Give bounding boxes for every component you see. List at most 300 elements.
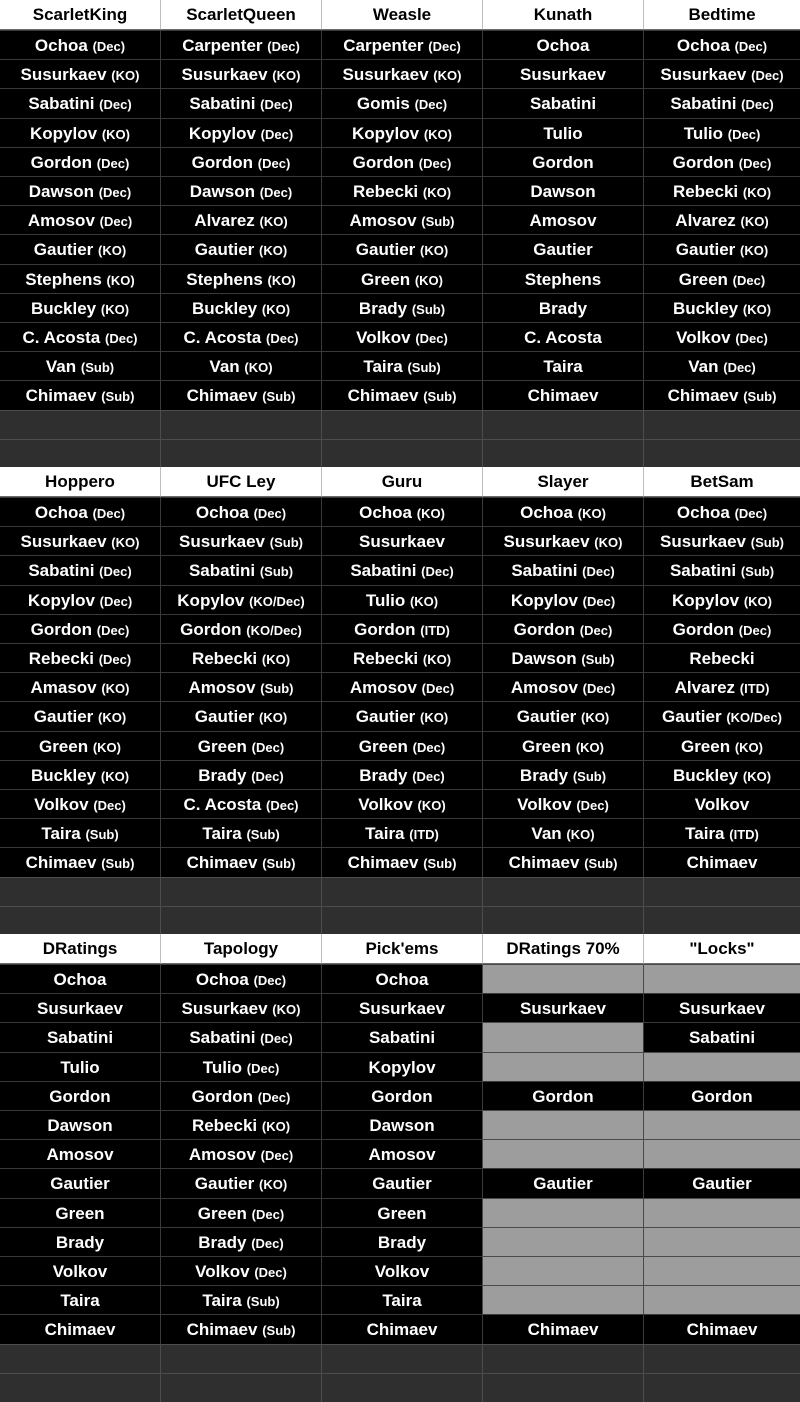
pick-cell bbox=[160, 1256, 321, 1285]
pick-cell bbox=[160, 1285, 321, 1314]
method-label: (Sub) bbox=[421, 214, 455, 230]
pick-cell bbox=[321, 818, 482, 847]
pick-row bbox=[0, 1168, 800, 1197]
fighter-name: Sabatini bbox=[189, 94, 256, 114]
method-label: (Sub) bbox=[423, 856, 457, 872]
pick-cell bbox=[160, 789, 321, 818]
pick-cell bbox=[643, 176, 800, 205]
fighter-name: Alvarez bbox=[675, 211, 736, 231]
method-label: (Dec) bbox=[99, 214, 133, 230]
pick-row bbox=[0, 555, 800, 584]
pick-cell bbox=[321, 672, 482, 701]
fighter-name: Gautier bbox=[355, 240, 416, 260]
blank-cell bbox=[0, 906, 160, 935]
fighter-name: Green bbox=[38, 736, 89, 756]
fighter-name: Gautier bbox=[33, 240, 94, 260]
pick-cell bbox=[160, 205, 321, 234]
empty-cell bbox=[643, 1110, 800, 1139]
method-label: (Dec) bbox=[421, 681, 455, 697]
method-label: (Sub) bbox=[262, 389, 296, 405]
fighter-name: Ochoa bbox=[34, 503, 88, 522]
fighter-name: Buckley bbox=[191, 298, 258, 318]
fighter-name: Sabatini bbox=[28, 561, 95, 581]
fighter-name: Chimaev bbox=[667, 386, 739, 406]
fighter-name: C. Acosta bbox=[183, 795, 262, 814]
blank-cell bbox=[321, 1344, 482, 1373]
pick-cell bbox=[0, 526, 160, 555]
header-row bbox=[0, 0, 800, 30]
blank-cell bbox=[643, 410, 800, 439]
fighter-name: Rebecki bbox=[28, 649, 94, 668]
blank-cell bbox=[160, 410, 321, 439]
pick-cell bbox=[482, 234, 643, 263]
blank-cell bbox=[0, 877, 160, 906]
pick-cell bbox=[321, 1285, 482, 1314]
pick-cell bbox=[321, 847, 482, 876]
method-label: (Dec) bbox=[727, 126, 761, 142]
pick-row bbox=[0, 380, 800, 409]
fighter-name: Chimaev bbox=[186, 1320, 258, 1340]
method-label: (Dec) bbox=[257, 1089, 291, 1105]
blank-row bbox=[0, 439, 800, 468]
fighter-name: Sabatini bbox=[188, 561, 256, 581]
method-label: (Dec) bbox=[99, 593, 133, 609]
fighter-name: Ochoa bbox=[375, 970, 429, 989]
fighter-name: Gautier bbox=[33, 707, 94, 727]
empty-cell bbox=[643, 1052, 800, 1081]
fighter-name: Susurkaev bbox=[20, 65, 107, 85]
fighter-name: Brady bbox=[358, 298, 408, 318]
pick-cell bbox=[643, 1168, 800, 1197]
pick-row bbox=[0, 88, 800, 117]
pick-row bbox=[0, 205, 800, 234]
empty-cell bbox=[482, 1227, 643, 1256]
fighter-name: Sabatini bbox=[529, 94, 597, 114]
pick-cell bbox=[482, 672, 643, 701]
pick-cell bbox=[160, 1168, 321, 1197]
blank-cell bbox=[643, 439, 800, 468]
pick-cell bbox=[0, 1198, 160, 1227]
fighter-name: Ochoa bbox=[676, 503, 730, 522]
blank-cell bbox=[0, 1344, 160, 1373]
method-label: (Dec) bbox=[254, 1265, 287, 1280]
method-label: (Sub) bbox=[246, 1294, 280, 1310]
fighter-name: Alvarez bbox=[194, 211, 255, 231]
method-label: (Dec) bbox=[582, 681, 616, 697]
fighter-name: Amasov bbox=[30, 678, 97, 698]
blank-cell bbox=[643, 906, 800, 935]
pick-cell bbox=[482, 118, 643, 147]
pick-cell bbox=[482, 993, 643, 1022]
method-label: (KO) bbox=[414, 272, 444, 288]
pick-cell bbox=[643, 643, 800, 672]
method-label: (Dec) bbox=[98, 652, 132, 667]
pick-cell bbox=[321, 1022, 482, 1051]
pick-row bbox=[0, 1022, 800, 1051]
pick-cell bbox=[0, 1110, 160, 1139]
method-label: (KO) bbox=[409, 593, 439, 609]
method-label: (Dec) bbox=[251, 1206, 285, 1222]
pick-cell bbox=[321, 731, 482, 760]
pick-cell bbox=[643, 1022, 800, 1051]
blank-cell bbox=[321, 906, 482, 935]
pick-cell bbox=[160, 614, 321, 643]
fighter-name: Amosov bbox=[349, 678, 417, 698]
pick-cell bbox=[482, 147, 643, 176]
pick-cell bbox=[643, 818, 800, 847]
fighter-name: Amosov bbox=[368, 1145, 436, 1165]
fighter-name: Sabatini bbox=[688, 1028, 756, 1048]
pick-cell bbox=[0, 789, 160, 818]
fighter-name: Susurkaev bbox=[359, 532, 445, 552]
pick-cell bbox=[643, 847, 800, 876]
fighter-name: Green bbox=[678, 269, 728, 289]
fighter-name: Kopylov bbox=[352, 123, 420, 143]
method-label: (Sub) bbox=[85, 827, 119, 843]
pick-cell bbox=[482, 585, 643, 614]
empty-cell bbox=[482, 1139, 643, 1168]
column-header: DRatings 70% bbox=[482, 934, 643, 964]
pick-cell bbox=[160, 380, 321, 409]
method-label: (KO) bbox=[740, 243, 769, 259]
method-label: (Dec) bbox=[421, 564, 454, 580]
method-label: (KO) bbox=[98, 243, 127, 259]
fighter-name: Carpenter bbox=[182, 36, 263, 55]
pick-cell bbox=[160, 964, 321, 993]
pick-row bbox=[0, 176, 800, 205]
fighter-name: Susurkaev bbox=[503, 532, 590, 552]
method-label: (Dec) bbox=[99, 564, 132, 580]
fighter-name: Brady bbox=[377, 1232, 427, 1252]
empty-cell bbox=[482, 1022, 643, 1051]
fighter-name: Taira bbox=[60, 1291, 100, 1311]
method-label: (Sub) bbox=[80, 360, 115, 376]
method-label: (KO) bbox=[743, 593, 772, 609]
method-label: (Dec) bbox=[428, 39, 461, 54]
pick-cell bbox=[160, 1198, 321, 1227]
pick-cell bbox=[321, 118, 482, 147]
method-label: (Sub) bbox=[423, 389, 457, 405]
fighter-name: Ochoa bbox=[520, 503, 573, 522]
pick-cell bbox=[482, 701, 643, 730]
fighter-name: Taira bbox=[202, 824, 242, 844]
method-label: (KO) bbox=[734, 739, 764, 755]
method-label: (Sub) bbox=[743, 389, 777, 405]
method-label: (Dec) bbox=[414, 97, 448, 113]
pick-cell bbox=[321, 701, 482, 730]
fighter-name: Chimaev bbox=[347, 386, 419, 406]
pick-cell bbox=[160, 497, 321, 526]
fighter-name: Gordon bbox=[30, 619, 93, 639]
pick-cell bbox=[160, 643, 321, 672]
empty-cell bbox=[643, 1139, 800, 1168]
method-label: (Sub) bbox=[262, 1323, 296, 1339]
pick-cell bbox=[0, 59, 160, 88]
pick-cell bbox=[643, 497, 800, 526]
pick-cell bbox=[321, 351, 482, 380]
fighter-name: Susurkaev bbox=[520, 999, 606, 1019]
fighter-name: Rebecki bbox=[672, 182, 739, 201]
fighter-name: Green bbox=[377, 1203, 427, 1223]
method-label: (Dec) bbox=[251, 768, 284, 784]
method-label: (KO) bbox=[98, 710, 127, 726]
method-label: (Dec) bbox=[576, 798, 609, 813]
pick-cell bbox=[321, 176, 482, 205]
pick-cell bbox=[160, 234, 321, 263]
fighter-name: Amosov bbox=[349, 211, 417, 231]
blank-cell bbox=[160, 906, 321, 935]
pick-cell bbox=[643, 118, 800, 147]
pick-cell bbox=[321, 643, 482, 672]
fighter-name: Gautier bbox=[533, 240, 593, 260]
pick-row bbox=[0, 234, 800, 263]
empty-cell bbox=[482, 1110, 643, 1139]
pick-cell bbox=[160, 672, 321, 701]
pick-cell bbox=[482, 88, 643, 117]
method-label: (Dec) bbox=[412, 768, 445, 784]
method-label: (Dec) bbox=[415, 331, 448, 346]
pick-cell bbox=[321, 293, 482, 322]
pick-row bbox=[0, 1052, 800, 1081]
pick-cell bbox=[643, 789, 800, 818]
pick-cell bbox=[0, 701, 160, 730]
method-label: (Dec) bbox=[751, 68, 784, 84]
pick-row bbox=[0, 118, 800, 147]
pick-cell bbox=[0, 1081, 160, 1110]
fighter-name: Amosov bbox=[510, 678, 578, 698]
method-label: (KO) bbox=[594, 535, 623, 551]
fighter-name: Chimaev bbox=[44, 1320, 116, 1340]
fighter-name: Gautier bbox=[533, 1174, 593, 1194]
fighter-name: Green bbox=[55, 1203, 105, 1223]
fighter-name: Dawson bbox=[530, 182, 596, 201]
pick-cell bbox=[482, 59, 643, 88]
method-label: (KO) bbox=[422, 652, 452, 667]
pick-cell bbox=[482, 176, 643, 205]
fighter-name: Buckley bbox=[30, 298, 97, 318]
pick-cell bbox=[0, 1022, 160, 1051]
fighter-name: Gordon bbox=[672, 619, 735, 639]
fighter-name: Gautier bbox=[355, 707, 416, 727]
pick-cell bbox=[482, 1314, 643, 1343]
method-label: (Dec) bbox=[99, 97, 132, 113]
fighter-name: Sabatini bbox=[669, 561, 737, 581]
pick-cell bbox=[0, 1256, 160, 1285]
method-label: (Sub) bbox=[411, 301, 446, 317]
fighter-name: Volkov bbox=[195, 1262, 250, 1281]
fighter-name: Kopylov bbox=[672, 590, 740, 610]
column-header: ScarletKing bbox=[0, 0, 160, 30]
fighter-name: Brady bbox=[198, 765, 247, 785]
fighter-name: Tulio bbox=[60, 1057, 100, 1077]
pick-cell bbox=[482, 847, 643, 876]
header-row bbox=[0, 934, 800, 964]
pick-cell bbox=[0, 585, 160, 614]
method-label: (KO) bbox=[259, 243, 288, 259]
method-label: (Dec) bbox=[251, 739, 285, 755]
pick-cell bbox=[160, 847, 321, 876]
fighter-name: Stephens bbox=[186, 269, 263, 289]
empty-cell bbox=[643, 1227, 800, 1256]
fighter-name: Rebecki bbox=[689, 649, 755, 668]
pick-cell bbox=[0, 264, 160, 293]
pick-row bbox=[0, 731, 800, 760]
pick-cell bbox=[643, 555, 800, 584]
fighter-name: Taira bbox=[202, 1291, 242, 1311]
pick-cell bbox=[482, 731, 643, 760]
fighter-name: Sabatini bbox=[368, 1028, 436, 1048]
pick-cell bbox=[160, 585, 321, 614]
pick-row bbox=[0, 993, 800, 1022]
pick-cell bbox=[482, 555, 643, 584]
pick-cell bbox=[160, 322, 321, 351]
pick-row bbox=[0, 847, 800, 876]
empty-cell bbox=[482, 1198, 643, 1227]
method-label: (KO) bbox=[577, 506, 606, 521]
fighter-name: Susurkaev bbox=[20, 532, 107, 552]
fighter-name: Chimaev bbox=[508, 853, 580, 873]
method-label: (KO) bbox=[261, 1119, 291, 1134]
fighter-name: Gordon bbox=[180, 619, 242, 639]
fighter-name: Taira bbox=[685, 824, 725, 844]
method-label: (Dec) bbox=[260, 126, 294, 142]
pick-cell bbox=[160, 1314, 321, 1343]
method-label: (Dec) bbox=[579, 622, 613, 638]
method-label: (KO) bbox=[272, 68, 301, 84]
fighter-name: Carpenter bbox=[343, 36, 424, 55]
empty-cell bbox=[643, 964, 800, 993]
pick-cell bbox=[160, 1227, 321, 1256]
fighter-name: Ochoa bbox=[359, 503, 412, 522]
method-label: (KO) bbox=[106, 272, 135, 288]
fighter-name: Buckley bbox=[30, 765, 97, 785]
method-label: (Dec) bbox=[732, 272, 766, 288]
pick-cell bbox=[321, 88, 482, 117]
method-label: (KO) bbox=[740, 214, 769, 230]
fighter-name: Rebecki bbox=[352, 182, 419, 201]
fighter-name: Gautier bbox=[194, 707, 255, 727]
pick-cell bbox=[321, 1168, 482, 1197]
fighter-name: Chimaev bbox=[527, 386, 599, 406]
fighter-name: Sabatini bbox=[350, 561, 417, 581]
pick-row bbox=[0, 964, 800, 993]
fighter-name: Susurkaev bbox=[359, 999, 445, 1019]
method-label: (KO) bbox=[259, 710, 288, 726]
method-label: (Dec) bbox=[93, 798, 126, 813]
pick-cell bbox=[160, 731, 321, 760]
method-label: (Sub) bbox=[750, 535, 784, 551]
pick-cell bbox=[482, 380, 643, 409]
pick-cell bbox=[482, 30, 643, 59]
method-label: (Dec) bbox=[734, 39, 768, 54]
method-label: (Dec) bbox=[735, 331, 768, 346]
fighter-name: Gordon bbox=[532, 152, 594, 172]
method-label: (KO) bbox=[92, 739, 122, 755]
pick-cell bbox=[0, 1314, 160, 1343]
pick-row bbox=[0, 1285, 800, 1314]
method-label: (Dec) bbox=[738, 622, 772, 638]
pick-cell bbox=[321, 1052, 482, 1081]
empty-cell bbox=[482, 964, 643, 993]
pick-cell bbox=[160, 1022, 321, 1051]
fighter-name: C. Acosta bbox=[22, 328, 101, 347]
pick-cell bbox=[0, 993, 160, 1022]
fighter-name: Volkov bbox=[34, 795, 89, 814]
pick-row bbox=[0, 1139, 800, 1168]
fighter-name: Tulio bbox=[365, 590, 406, 610]
method-label: (Sub) bbox=[581, 652, 615, 667]
blank-cell bbox=[482, 906, 643, 935]
fighter-name: Green bbox=[358, 736, 408, 756]
method-label: (Dec) bbox=[723, 360, 756, 376]
pick-cell bbox=[0, 497, 160, 526]
column-header: Guru bbox=[321, 467, 482, 497]
method-label: (Dec) bbox=[734, 506, 768, 521]
pick-row bbox=[0, 1198, 800, 1227]
method-label: (KO) bbox=[267, 272, 296, 288]
fighter-name: Buckley bbox=[672, 298, 739, 318]
method-label: (KO) bbox=[100, 768, 130, 784]
pick-row bbox=[0, 30, 800, 59]
fighter-name: Kopylov bbox=[27, 590, 95, 610]
pick-cell bbox=[482, 818, 643, 847]
fighter-name: Chimaev bbox=[186, 853, 258, 873]
fighter-name: Sabatini bbox=[189, 1028, 256, 1048]
pick-cell bbox=[321, 789, 482, 818]
fighter-name: C. Acosta bbox=[524, 328, 602, 347]
fighter-name: Sabatini bbox=[511, 561, 578, 581]
empty-cell bbox=[482, 1052, 643, 1081]
pick-cell bbox=[0, 322, 160, 351]
method-label: (KO) bbox=[259, 1177, 288, 1193]
blank-cell bbox=[321, 877, 482, 906]
fighter-name: Gautier bbox=[662, 707, 722, 727]
pick-cell bbox=[643, 88, 800, 117]
pick-cell bbox=[160, 1052, 321, 1081]
fighter-name: Susurkaev bbox=[179, 532, 266, 552]
fighter-name: Green bbox=[197, 736, 247, 756]
fighter-name: Gordon bbox=[532, 1086, 594, 1106]
pick-row bbox=[0, 789, 800, 818]
method-label: (Dec) bbox=[260, 97, 293, 113]
fighter-name: Sabatini bbox=[46, 1028, 114, 1048]
method-label: (Dec) bbox=[582, 593, 616, 609]
blank-cell bbox=[0, 410, 160, 439]
fighter-name: Van bbox=[45, 357, 77, 377]
pick-cell bbox=[321, 1110, 482, 1139]
method-label: (KO) bbox=[420, 243, 449, 259]
fighter-name: Sabatini bbox=[670, 94, 737, 114]
pick-row bbox=[0, 701, 800, 730]
fighter-name: Taira bbox=[365, 824, 405, 844]
fighter-name: Tulio bbox=[202, 1057, 243, 1077]
fighter-name: Stephens bbox=[25, 269, 102, 289]
pick-cell bbox=[643, 993, 800, 1022]
fighter-name: Susurkaev bbox=[660, 65, 747, 85]
pick-cell bbox=[0, 731, 160, 760]
blank-cell bbox=[643, 1344, 800, 1373]
column-header: "Locks" bbox=[643, 934, 800, 964]
pick-row bbox=[0, 526, 800, 555]
pick-cell bbox=[321, 322, 482, 351]
fighter-name: Ochoa bbox=[676, 36, 730, 55]
pick-cell bbox=[0, 614, 160, 643]
pick-cell bbox=[643, 701, 800, 730]
fighter-name: Susurkaev bbox=[520, 65, 606, 85]
fighter-name: Chimaev bbox=[25, 853, 97, 873]
blank-cell bbox=[482, 439, 643, 468]
blank-cell bbox=[160, 877, 321, 906]
